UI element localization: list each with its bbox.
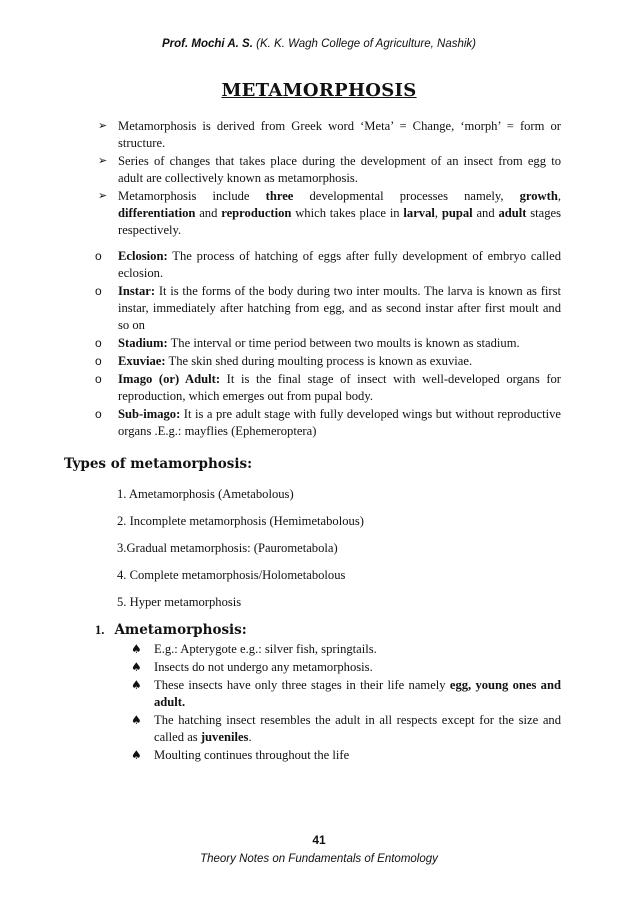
arrow-point-1: ➢ Metamorphosis is derived from Greek word ‘Meta’ = Change, ‘morph’ = form or structure. [98, 119, 561, 150]
spade-bullet-icon: ♠ [131, 660, 142, 674]
arrow-point-2: ➢ Series of changes that takes place during the development of an insect from egg to adult are collectively known as metamorphosis. [98, 154, 561, 185]
types-list [117, 486, 364, 621]
spade-point-5: ♠ Moulting continues throughout the life [131, 748, 350, 762]
header-affiliation: (K. K. Wagh College of Agriculture, Nashik) [256, 38, 477, 50]
type-item-2: 2. Incomplete metamorphosis (Hemimetabolous) [117, 514, 364, 528]
page-footer: Theory Notes on Fundamentals of Entomology [200, 853, 438, 865]
types-heading: Types of metamorphosis: [64, 456, 253, 472]
section-ametamorphosis-heading: 1. Ametamorphosis: [95, 622, 247, 638]
spade-point-1: ♠ E.g.: Apterygote e.g.: silver fish, springtails. [131, 642, 377, 656]
circle-bullet-icon: o [95, 372, 102, 386]
circle-bullet-icon: o [95, 354, 102, 368]
spade-point-3: ♠ These insects have only three stages in their life namely egg, young ones and adult. [131, 678, 561, 709]
page-title: METAMORPHOSIS [221, 80, 417, 101]
circle-bullet-icon: o [95, 249, 102, 263]
arrow-bullet-icon: ➢ [98, 190, 108, 202]
circle-bullet-icon: o [95, 284, 102, 298]
type-item-1: 1. Ametamorphosis (Ametabolous) [117, 487, 294, 501]
spade-point-4: ♠ The hatching insect resembles the adult in all respects except for the size and called as juveniles. [131, 713, 561, 744]
intro-content [96, 118, 561, 441]
ametamorphosis-points [131, 641, 561, 765]
type-item-5: 5. Hyper metamorphosis [117, 595, 242, 609]
definition-exuviae: o Exuviae: The skin shed during moulting process is known as exuviae. [95, 354, 473, 368]
spade-point-2: ♠ Insects do not undergo any metamorphosis. [131, 660, 373, 674]
definition-instar: o Instar: It is the forms of the body during two inter moults. The larva is known as first instar, immediately after hatching from egg, and as second instar after first moult and so on [95, 284, 561, 332]
spade-bullet-icon: ♠ [131, 678, 142, 692]
spade-bullet-icon: ♠ [131, 642, 142, 656]
arrow-bullet-icon: ➢ [98, 120, 108, 132]
arrow-bullet-icon: ➢ [98, 155, 108, 167]
definition-eclosion: o Eclosion: The process of hatching of eggs after fully development of embryo called eclosion. [95, 249, 561, 280]
definition-stadium: o Stadium: The interval or time period between two moults is known as stadium. [95, 336, 520, 350]
header-author: Prof. Mochi A. S. [161, 38, 253, 50]
type-item-3: 3.Gradual metamorphosis: (Paurometabola) [117, 541, 338, 555]
definition-imago: o Imago (or) Adult: It is the final stage of insect with well-developed organs for reproduction, which emerges out from pupal body. [95, 372, 562, 403]
page-number: 41 [312, 833, 326, 847]
circle-bullet-icon: o [95, 336, 102, 350]
spade-bullet-icon: ♠ [131, 713, 142, 727]
spade-bullet-icon: ♠ [131, 748, 142, 762]
definition-sub-imago: o Sub-imago: It is a pre adult stage with fully developed wings but without reproductive organs .E.g.: mayflies (Ephemeroptera) [95, 407, 561, 438]
circle-bullet-icon: o [95, 407, 102, 421]
type-item-4: 4. Complete metamorphosis/Holometabolous [117, 568, 346, 582]
page-header [0, 38, 638, 50]
arrow-point-3: ➢ Metamorphosis include three developmental processes namely, growth, differentiation and reproduction which takes place in larval, pupal and adult stages respectively. [98, 189, 562, 237]
